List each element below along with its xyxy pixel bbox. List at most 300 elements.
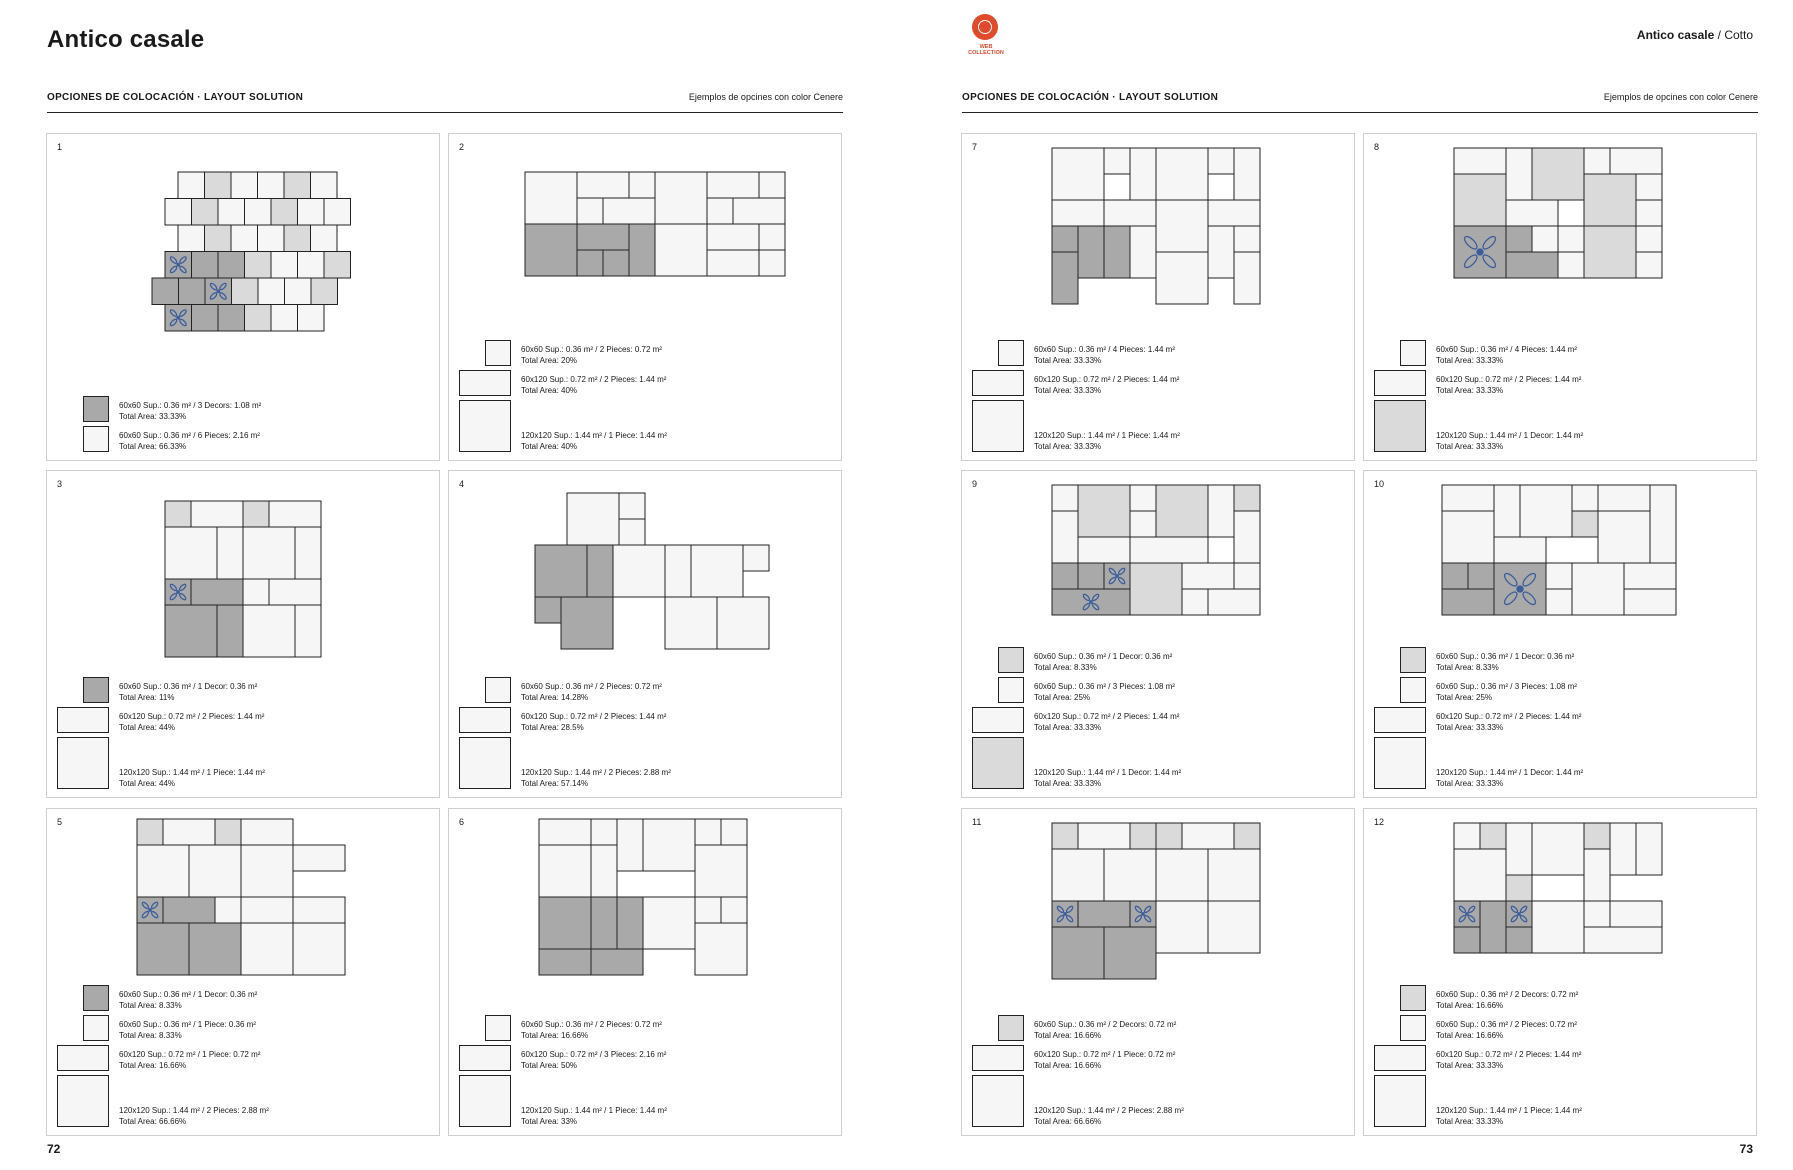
tile bbox=[1610, 823, 1636, 875]
tile bbox=[655, 172, 707, 224]
tile bbox=[1454, 927, 1480, 953]
tile bbox=[189, 845, 241, 897]
format-surface: 60x60 Sup.: 0.36 m² / 6 Pieces: 2.16 m² bbox=[119, 431, 260, 440]
tile bbox=[1494, 485, 1520, 537]
layout-panel-10 bbox=[1363, 470, 1757, 798]
format-info bbox=[1436, 1049, 1581, 1071]
format-info bbox=[1436, 344, 1577, 366]
tile bbox=[179, 278, 206, 305]
format-info bbox=[1034, 430, 1180, 452]
tile bbox=[1234, 252, 1260, 304]
tile bbox=[1156, 485, 1208, 537]
tile-swatch-60x60 bbox=[83, 1015, 109, 1041]
layout-diagram bbox=[1364, 809, 1758, 1009]
tile bbox=[1584, 927, 1662, 953]
format-info bbox=[1034, 374, 1179, 396]
tile bbox=[295, 527, 321, 579]
tile bbox=[324, 199, 351, 226]
tile bbox=[295, 605, 321, 657]
tile bbox=[1546, 563, 1572, 589]
tile bbox=[1208, 901, 1260, 953]
tile bbox=[1442, 589, 1494, 615]
tile bbox=[1208, 148, 1234, 174]
decor-tile bbox=[165, 252, 192, 279]
tile-swatch-60x60 bbox=[1400, 647, 1426, 673]
tile bbox=[539, 819, 591, 845]
tile bbox=[285, 278, 312, 305]
format-surface: 60x60 Sup.: 0.36 m² / 3 Decors: 1.08 m² bbox=[119, 401, 262, 410]
tile bbox=[258, 278, 285, 305]
tile bbox=[1442, 511, 1494, 563]
tile bbox=[655, 224, 707, 276]
tile bbox=[1104, 200, 1156, 226]
layout-diagram bbox=[1364, 471, 1758, 671]
tile bbox=[695, 819, 721, 845]
panel-number: 12 bbox=[1374, 817, 1385, 827]
tile bbox=[1506, 200, 1558, 226]
decor-tile bbox=[165, 305, 192, 332]
tile bbox=[1234, 563, 1260, 589]
tile-swatch-60x60 bbox=[83, 396, 109, 422]
format-total-area: Total Area: 57.14% bbox=[521, 779, 589, 788]
format-total-area: Total Area: 16.66% bbox=[1034, 1061, 1102, 1070]
tile bbox=[1130, 537, 1208, 563]
tile bbox=[1208, 485, 1234, 537]
format-surface: 120x120 Sup.: 1.44 m² / 1 Piece: 1.44 m² bbox=[521, 1106, 667, 1115]
format-info bbox=[1034, 344, 1175, 366]
tile bbox=[603, 250, 629, 276]
tile bbox=[1208, 200, 1260, 226]
format-info bbox=[1436, 767, 1583, 789]
tile bbox=[1234, 823, 1260, 849]
tile-swatch-60x120 bbox=[972, 1045, 1024, 1071]
tile bbox=[1584, 901, 1610, 927]
format-total-area: Total Area: 14.28% bbox=[521, 693, 589, 702]
tile bbox=[759, 172, 785, 198]
format-surface: 60x60 Sup.: 0.36 m² / 4 Pieces: 1.44 m² bbox=[1034, 345, 1175, 354]
tile bbox=[1636, 252, 1662, 278]
tile bbox=[577, 250, 603, 276]
tile bbox=[137, 923, 189, 975]
tile bbox=[192, 199, 219, 226]
format-info bbox=[119, 1105, 269, 1127]
format-info bbox=[119, 681, 257, 703]
tile bbox=[258, 172, 285, 199]
tile bbox=[603, 198, 655, 224]
format-info bbox=[1436, 430, 1583, 452]
tile bbox=[587, 545, 613, 597]
format-info bbox=[1034, 1105, 1184, 1127]
tile bbox=[1506, 148, 1532, 200]
tile bbox=[218, 252, 245, 279]
tile bbox=[243, 527, 295, 579]
tile bbox=[535, 545, 587, 597]
tile bbox=[613, 545, 665, 597]
tile bbox=[232, 278, 259, 305]
tile bbox=[1532, 226, 1558, 252]
tile bbox=[1052, 226, 1078, 252]
tile bbox=[1130, 148, 1156, 200]
decor-tile bbox=[1130, 901, 1156, 927]
tile bbox=[695, 897, 721, 923]
tile bbox=[218, 305, 245, 332]
tile-swatch-60x120 bbox=[459, 707, 511, 733]
tile bbox=[695, 923, 747, 975]
tile bbox=[1052, 511, 1078, 563]
format-surface: 60x120 Sup.: 0.72 m² / 2 Pieces: 1.44 m² bbox=[521, 712, 667, 721]
tile bbox=[1598, 511, 1650, 563]
tile bbox=[1532, 148, 1584, 200]
tile bbox=[1234, 226, 1260, 252]
tile bbox=[1480, 901, 1506, 953]
tile bbox=[215, 819, 241, 845]
format-total-area: Total Area: 33.33% bbox=[1436, 356, 1504, 365]
format-total-area: Total Area: 33.33% bbox=[119, 412, 187, 421]
tile bbox=[1584, 148, 1610, 174]
tile-swatch-120x120 bbox=[57, 737, 109, 789]
tile bbox=[695, 845, 747, 897]
format-surface: 60x60 Sup.: 0.36 m² / 2 Decors: 0.72 m² bbox=[1436, 990, 1579, 999]
tile bbox=[1584, 849, 1610, 901]
layout-diagram bbox=[47, 809, 441, 1009]
panel-number: 10 bbox=[1374, 479, 1385, 489]
tile bbox=[1454, 148, 1506, 174]
tile bbox=[1520, 485, 1572, 537]
tile bbox=[217, 605, 243, 657]
tile bbox=[1454, 174, 1506, 226]
tile bbox=[717, 597, 769, 649]
tile-swatch-120x120 bbox=[1374, 400, 1426, 452]
tile bbox=[539, 897, 591, 949]
layout-panel-8 bbox=[1363, 133, 1757, 461]
layout-diagram bbox=[1364, 134, 1758, 334]
tile bbox=[178, 225, 205, 252]
decor-tile bbox=[1506, 901, 1532, 927]
format-total-area: Total Area: 33.33% bbox=[1436, 723, 1504, 732]
format-total-area: Total Area: 8.33% bbox=[119, 1001, 182, 1010]
layout-diagram bbox=[962, 809, 1356, 1009]
tile bbox=[707, 198, 733, 224]
format-total-area: Total Area: 33.33% bbox=[1034, 356, 1102, 365]
tile bbox=[1052, 252, 1078, 304]
tile bbox=[1182, 589, 1208, 615]
format-info bbox=[1436, 374, 1581, 396]
tile bbox=[218, 199, 245, 226]
tile-swatch-60x60 bbox=[83, 677, 109, 703]
tile bbox=[577, 198, 603, 224]
tile-swatch-60x60 bbox=[998, 340, 1024, 366]
format-surface: 60x120 Sup.: 0.72 m² / 2 Pieces: 1.44 m² bbox=[521, 375, 667, 384]
format-info bbox=[119, 400, 261, 422]
format-info bbox=[1436, 989, 1578, 1011]
format-surface: 120x120 Sup.: 1.44 m² / 1 Piece: 1.44 m² bbox=[1436, 1106, 1582, 1115]
tile bbox=[1182, 563, 1234, 589]
tile bbox=[707, 172, 759, 198]
tile bbox=[619, 519, 645, 545]
tile bbox=[1156, 849, 1208, 901]
tile-swatch-120x120 bbox=[459, 400, 511, 452]
tile bbox=[191, 579, 243, 605]
format-total-area: Total Area: 8.33% bbox=[1436, 663, 1499, 672]
tile-swatch-60x60 bbox=[485, 340, 511, 366]
tile bbox=[643, 819, 695, 871]
tile bbox=[1234, 511, 1260, 563]
tile bbox=[539, 845, 591, 897]
tile bbox=[1546, 589, 1572, 615]
format-surface: 60x60 Sup.: 0.36 m² / 2 Pieces: 0.72 m² bbox=[521, 682, 662, 691]
tile bbox=[1052, 200, 1104, 226]
tile bbox=[1584, 174, 1636, 226]
decor-tile bbox=[1104, 563, 1130, 589]
format-info bbox=[521, 767, 671, 789]
tile-swatch-60x60 bbox=[83, 985, 109, 1011]
tile bbox=[178, 172, 205, 199]
tile bbox=[1572, 511, 1598, 537]
tile bbox=[241, 897, 293, 923]
format-surface: 60x60 Sup.: 0.36 m² / 4 Pieces: 1.44 m² bbox=[1436, 345, 1577, 354]
format-surface: 60x60 Sup.: 0.36 m² / 2 Pieces: 0.72 m² bbox=[1436, 1020, 1577, 1029]
tile bbox=[1234, 148, 1260, 200]
tile bbox=[1078, 901, 1130, 927]
format-total-area: Total Area: 66.66% bbox=[1034, 1117, 1102, 1126]
panel-number: 9 bbox=[972, 479, 978, 489]
tile-swatch-60x60 bbox=[485, 677, 511, 703]
format-total-area: Total Area: 33.33% bbox=[1436, 386, 1504, 395]
tile bbox=[217, 527, 243, 579]
tile bbox=[1598, 485, 1650, 511]
format-surface: 120x120 Sup.: 1.44 m² / 1 Piece: 1.44 m² bbox=[119, 768, 265, 777]
decor-tile bbox=[1454, 901, 1480, 927]
tile-swatch-60x60 bbox=[1400, 340, 1426, 366]
panel-number: 11 bbox=[972, 817, 982, 827]
tile bbox=[619, 493, 645, 519]
format-surface: 120x120 Sup.: 1.44 m² / 1 Piece: 1.44 m² bbox=[521, 431, 667, 440]
tile bbox=[298, 199, 325, 226]
format-info bbox=[521, 681, 662, 703]
layout-diagram bbox=[449, 471, 843, 671]
section-label: OPCIONES DE COLOCACIÓN · LAYOUT SOLUTION bbox=[962, 92, 1219, 103]
format-surface: 60x120 Sup.: 0.72 m² / 2 Pieces: 1.44 m² bbox=[1436, 712, 1582, 721]
logo-text: WEB COLLECTION bbox=[968, 44, 1004, 56]
tile bbox=[525, 224, 577, 276]
tile-swatch-120x120 bbox=[972, 1075, 1024, 1127]
format-total-area: Total Area: 16.66% bbox=[119, 1061, 187, 1070]
tile bbox=[721, 819, 747, 845]
format-surface: 120x120 Sup.: 1.44 m² / 1 Decor: 1.44 m² bbox=[1034, 768, 1182, 777]
page-number-left: 72 bbox=[47, 1142, 61, 1156]
format-surface: 60x60 Sup.: 0.36 m² / 2 Decors: 0.72 m² bbox=[1034, 1020, 1177, 1029]
format-total-area: Total Area: 44% bbox=[119, 779, 176, 788]
tile bbox=[245, 252, 272, 279]
tile bbox=[629, 172, 655, 198]
tile bbox=[591, 897, 617, 949]
section-header-right bbox=[962, 90, 1758, 113]
format-info bbox=[521, 374, 666, 396]
format-surface: 60x60 Sup.: 0.36 m² / 1 Decor: 0.36 m² bbox=[119, 990, 258, 999]
layout-panel-2 bbox=[448, 133, 842, 461]
tile bbox=[707, 224, 759, 250]
tile bbox=[1636, 226, 1662, 252]
format-total-area: Total Area: 33% bbox=[521, 1117, 578, 1126]
format-total-area: Total Area: 40% bbox=[521, 386, 578, 395]
tile bbox=[1052, 148, 1104, 200]
tile bbox=[165, 501, 191, 527]
tile bbox=[1572, 563, 1624, 615]
panel-number: 3 bbox=[57, 479, 63, 489]
tile-swatch-60x60 bbox=[1400, 985, 1426, 1011]
tile bbox=[1104, 226, 1130, 278]
tile-swatch-60x60 bbox=[1400, 677, 1426, 703]
format-total-area: Total Area: 16.66% bbox=[1436, 1001, 1504, 1010]
format-info bbox=[119, 1019, 256, 1041]
tile bbox=[311, 225, 338, 252]
tile bbox=[298, 252, 325, 279]
tile-swatch-120x120 bbox=[459, 737, 511, 789]
format-info bbox=[1034, 1049, 1175, 1071]
format-info bbox=[1034, 1019, 1176, 1041]
tile bbox=[1506, 927, 1532, 953]
panel-number: 4 bbox=[459, 479, 465, 489]
layout-panel-6 bbox=[448, 808, 842, 1136]
tile bbox=[1442, 563, 1468, 589]
format-surface: 60x120 Sup.: 0.72 m² / 3 Pieces: 2.16 m² bbox=[521, 1050, 667, 1059]
collection-label bbox=[1637, 28, 1753, 42]
tile bbox=[691, 545, 743, 597]
tile-swatch-120x120 bbox=[1374, 1075, 1426, 1127]
tile bbox=[215, 897, 241, 923]
tile bbox=[192, 252, 219, 279]
format-total-area: Total Area: 33.33% bbox=[1436, 442, 1504, 451]
tile bbox=[1182, 823, 1234, 849]
tile bbox=[271, 252, 298, 279]
tile bbox=[591, 949, 643, 975]
section-header-left bbox=[47, 90, 843, 113]
tile bbox=[163, 819, 215, 845]
format-surface: 60x60 Sup.: 0.36 m² / 1 Decor: 0.36 m² bbox=[1034, 652, 1173, 661]
tile bbox=[1130, 823, 1156, 849]
format-info bbox=[119, 989, 257, 1011]
format-surface: 60x120 Sup.: 0.72 m² / 2 Pieces: 1.44 m² bbox=[1034, 375, 1180, 384]
tile-swatch-60x120 bbox=[57, 707, 109, 733]
format-info bbox=[119, 767, 265, 789]
layout-panel-3 bbox=[46, 470, 440, 798]
tile bbox=[1052, 563, 1078, 589]
tile bbox=[311, 172, 338, 199]
tile bbox=[759, 250, 785, 276]
tile bbox=[1052, 927, 1104, 979]
tile bbox=[1208, 589, 1260, 615]
tile bbox=[1442, 485, 1494, 511]
layout-diagram bbox=[47, 471, 441, 671]
panel-number: 2 bbox=[459, 142, 465, 152]
tile-swatch-120x120 bbox=[57, 1075, 109, 1127]
format-surface: 60x60 Sup.: 0.36 m² / 1 Decor: 0.36 m² bbox=[1436, 652, 1575, 661]
format-surface: 60x60 Sup.: 0.36 m² / 2 Pieces: 0.72 m² bbox=[521, 345, 662, 354]
collection-name: Antico casale bbox=[1636, 28, 1715, 42]
format-total-area: Total Area: 25% bbox=[1034, 693, 1091, 702]
tile bbox=[733, 198, 785, 224]
tile bbox=[205, 172, 232, 199]
tile-swatch-60x120 bbox=[972, 707, 1024, 733]
format-surface: 60x120 Sup.: 0.72 m² / 2 Pieces: 1.44 m² bbox=[1034, 712, 1180, 721]
tile bbox=[245, 305, 272, 332]
format-info bbox=[521, 1105, 667, 1127]
format-info bbox=[521, 1019, 662, 1041]
tile-swatch-120x120 bbox=[459, 1075, 511, 1127]
tile bbox=[1532, 823, 1584, 875]
format-info bbox=[1436, 711, 1581, 733]
tile-swatch-60x120 bbox=[1374, 370, 1426, 396]
format-surface: 60x60 Sup.: 0.36 m² / 3 Pieces: 1.08 m² bbox=[1034, 682, 1175, 691]
tile bbox=[643, 897, 695, 949]
collection-separator: / bbox=[1717, 28, 1721, 42]
tile bbox=[165, 527, 217, 579]
tile bbox=[1584, 226, 1636, 278]
section-note: Ejemplos de opcines con color Cenere bbox=[1603, 92, 1758, 102]
tile bbox=[1532, 901, 1584, 953]
format-total-area: Total Area: 11% bbox=[119, 693, 175, 702]
format-surface: 120x120 Sup.: 1.44 m² / 2 Pieces: 2.88 m² bbox=[521, 768, 671, 777]
format-info bbox=[119, 1049, 260, 1071]
format-total-area: Total Area: 20% bbox=[521, 356, 578, 365]
format-info bbox=[1034, 767, 1181, 789]
tile bbox=[192, 305, 219, 332]
tile bbox=[1636, 200, 1662, 226]
format-info bbox=[119, 430, 260, 452]
tile bbox=[721, 897, 747, 923]
format-surface: 60x60 Sup.: 0.36 m² / 1 Decor: 0.36 m² bbox=[119, 682, 258, 691]
tile bbox=[1610, 148, 1662, 174]
tile bbox=[1130, 226, 1156, 278]
tile bbox=[271, 305, 298, 332]
tile bbox=[1558, 252, 1584, 278]
tile bbox=[241, 845, 293, 897]
tile bbox=[1104, 148, 1130, 174]
tile bbox=[137, 845, 189, 897]
format-surface: 60x60 Sup.: 0.36 m² / 3 Pieces: 1.08 m² bbox=[1436, 682, 1577, 691]
tile bbox=[665, 597, 717, 649]
layout-panel-1 bbox=[46, 133, 440, 461]
decor-tile bbox=[1052, 589, 1130, 615]
decor-tile bbox=[205, 278, 232, 305]
tile bbox=[1104, 927, 1156, 979]
section-label: OPCIONES DE COLOCACIÓN · LAYOUT SOLUTION bbox=[47, 92, 304, 103]
format-info bbox=[1436, 1019, 1577, 1041]
format-surface: 120x120 Sup.: 1.44 m² / 1 Decor: 1.44 m² bbox=[1436, 431, 1584, 440]
tile bbox=[525, 172, 577, 224]
tile bbox=[152, 278, 179, 305]
tile bbox=[1468, 563, 1494, 589]
decor-tile bbox=[1052, 901, 1078, 927]
format-total-area: Total Area: 8.33% bbox=[119, 1031, 182, 1040]
tile bbox=[1130, 563, 1182, 615]
format-info bbox=[521, 344, 662, 366]
layout-panel-4 bbox=[448, 470, 842, 798]
format-total-area: Total Area: 33.33% bbox=[1034, 442, 1102, 451]
format-info bbox=[1436, 681, 1577, 703]
tile bbox=[205, 225, 232, 252]
format-info bbox=[1436, 1105, 1582, 1127]
format-surface: 60x120 Sup.: 0.72 m² / 1 Piece: 0.72 m² bbox=[1034, 1050, 1176, 1059]
tile bbox=[269, 579, 321, 605]
panel-number: 7 bbox=[972, 142, 978, 152]
tile bbox=[231, 172, 258, 199]
layout-diagram bbox=[962, 134, 1356, 334]
format-total-area: Total Area: 25% bbox=[1436, 693, 1493, 702]
tile bbox=[1078, 563, 1104, 589]
tile bbox=[591, 819, 617, 845]
tile bbox=[561, 597, 613, 649]
